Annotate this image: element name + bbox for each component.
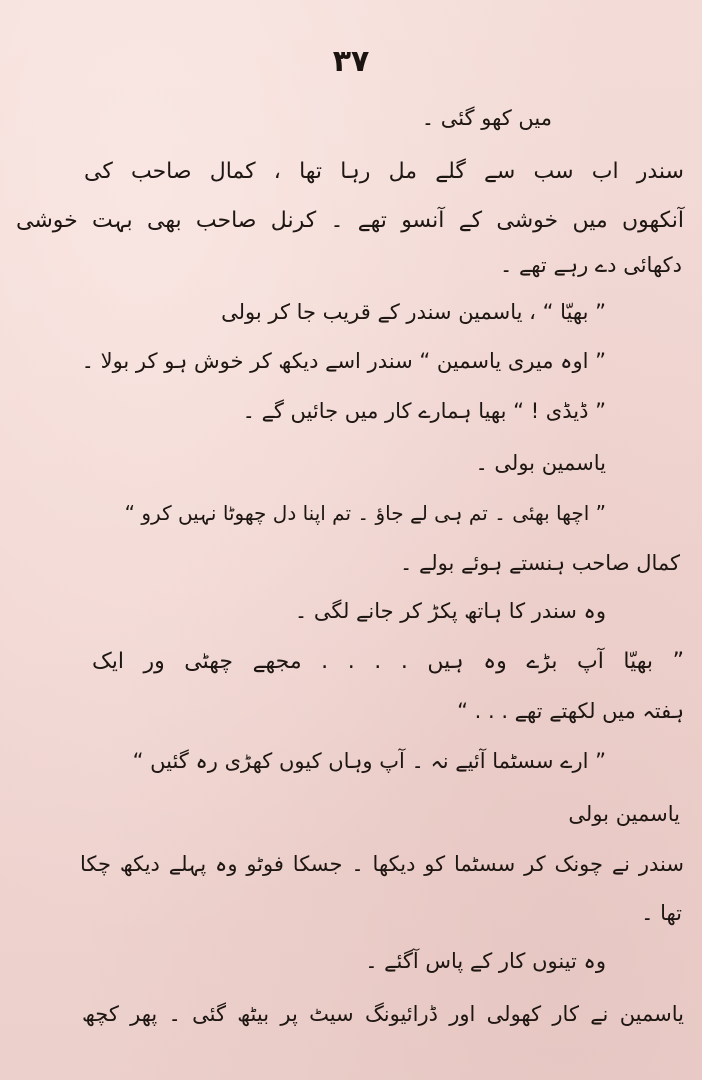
text-line-16: سندر نے چونک کر سسٹما کو دیکھا ۔ جسکا فوٹو وہ پہلے دیکھ چکا <box>80 852 684 876</box>
text-line-15: یاسمین بولی <box>568 802 680 826</box>
text-line-17: تھا ۔ <box>641 901 682 925</box>
text-line-3: آنکھوں میں خوشی کے آنسو تھے ۔ کرنل صاحب بھی بہت خوشی <box>16 208 684 233</box>
text-line-2: سندر اب سب سے گلے مل رہا تھا ، کمال صاحب کی <box>84 159 684 184</box>
text-line-12: ” بھیّا آپ بڑے وہ ہیں . . . . مجھے چھٹی ور ایک <box>92 649 684 674</box>
text-line-8: یاسمین بولی ۔ <box>475 451 606 475</box>
text-line-6: ” اوہ میری یاسمین “ سندر اسے دیکھ کر خوش ہو کر بولا ۔ <box>81 349 606 373</box>
text-line-13: ہفتہ میں لکھتے تھے . . . “ <box>457 699 684 723</box>
text-line-5: ” بھیّا “ ، یاسمین سندر کے قریب جا کر بولی <box>221 300 606 324</box>
text-line-18: وہ تینوں کار کے پاس آگئے ۔ <box>365 949 606 973</box>
text-line-7: ” ڈیڈی ! “ بھیا ہمارے کار میں جائیں گے ۔ <box>242 399 606 423</box>
text-line-1: میں کھو گئی ۔ <box>421 106 552 130</box>
text-line-9: ” اچھا بھئی ۔ تم ہی لے جاؤ ۔ تم اپنا دل چھوٹا نہیں کرو “ <box>124 501 606 525</box>
text-line-10: کمال صاحب ہنستے ہوئے بولے ۔ <box>399 551 680 575</box>
text-line-11: وہ سندر کا ہاتھ پکڑ کر جانے لگی ۔ <box>294 599 606 623</box>
text-line-4: دکھائی دے رہے تھے ۔ <box>499 253 682 277</box>
text-line-19: یاسمین نے کار کھولی اور ڈرائیونگ سیٹ پر بیٹھ گئی ۔ پھر کچھ <box>82 1002 684 1026</box>
page-number: ۳۷ <box>332 44 370 79</box>
text-line-14: ” ارے سسٹما آئیے نہ ۔ آپ وہاں کیوں کھڑی رہ گئیں “ <box>132 749 606 773</box>
